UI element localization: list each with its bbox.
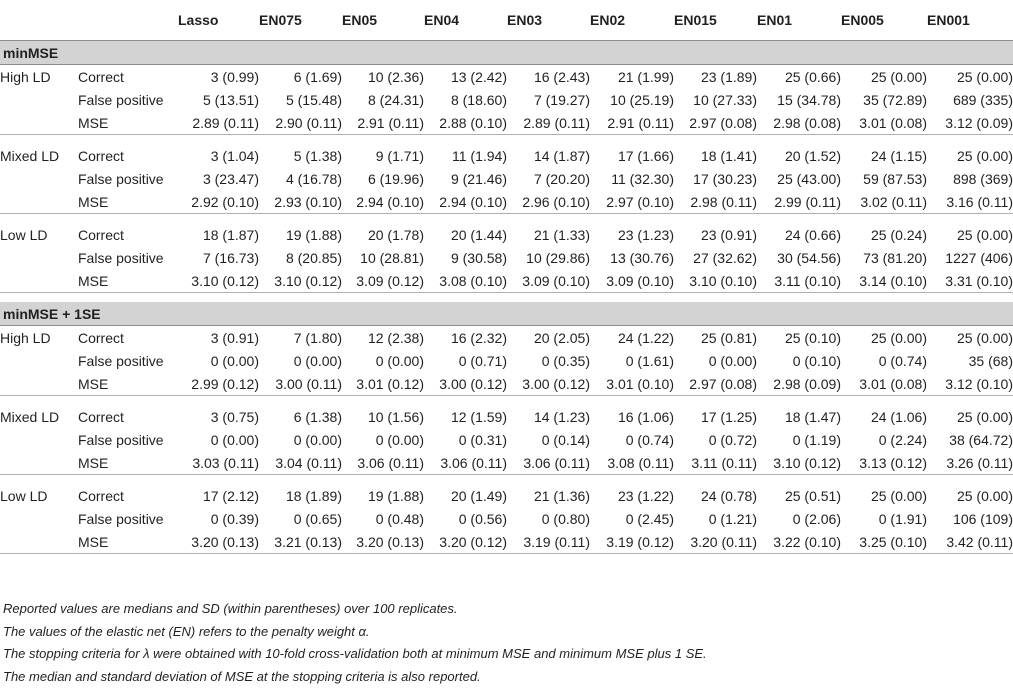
header-row: [0, 0, 1013, 41]
value-cell: 0 (2.24): [841, 428, 927, 451]
value-cell: 24 (0.78): [674, 484, 757, 507]
value-cell: 3.10 (0.12): [178, 269, 259, 293]
value-cell: 3.09 (0.10): [590, 269, 674, 293]
value-cell: 13 (30.76): [590, 246, 674, 269]
value-cell: 3.19 (0.11): [507, 530, 590, 554]
value-cell: 10 (28.81): [342, 246, 424, 269]
value-cell: 18 (1.47): [757, 405, 841, 428]
value-cell: 3.09 (0.10): [507, 269, 590, 293]
empty-cell: [0, 372, 78, 396]
empty-cell: [0, 190, 78, 214]
metric-label: MSE: [78, 111, 178, 135]
empty-cell: [0, 269, 78, 293]
value-cell: 3.12 (0.10): [927, 372, 1013, 396]
value-cell: 3.21 (0.13): [259, 530, 342, 554]
value-cell: 2.89 (0.11): [507, 111, 590, 135]
metric-label: MSE: [78, 530, 178, 554]
value-cell: 3.04 (0.11): [259, 451, 342, 475]
empty-cell: [0, 88, 78, 111]
section-title: minMSE: [0, 41, 1013, 65]
value-cell: 6 (1.38): [259, 405, 342, 428]
value-cell: 25 (0.66): [757, 65, 841, 89]
table-row: [0, 372, 1013, 396]
value-cell: 3.01 (0.08): [841, 111, 927, 135]
value-cell: 3.03 (0.11): [178, 451, 259, 475]
value-cell: 21 (1.36): [507, 484, 590, 507]
value-cell: 8 (20.85): [259, 246, 342, 269]
value-cell: 0 (1.61): [590, 349, 674, 372]
group-spacer: [0, 475, 1013, 485]
metric-label: False positive: [78, 349, 178, 372]
value-cell: 25 (0.00): [927, 484, 1013, 507]
value-cell: 25 (0.00): [927, 144, 1013, 167]
table-row: [0, 484, 1013, 507]
value-cell: 2.98 (0.09): [757, 372, 841, 396]
metric-label: False positive: [78, 167, 178, 190]
metric-label: MSE: [78, 372, 178, 396]
value-cell: 2.97 (0.08): [674, 111, 757, 135]
table-row: [0, 65, 1013, 89]
table-row: [0, 190, 1013, 214]
value-cell: 0 (0.56): [424, 507, 507, 530]
table-row: [0, 223, 1013, 246]
value-cell: 1227 (406): [927, 246, 1013, 269]
value-cell: 3.20 (0.11): [674, 530, 757, 554]
value-cell: 0 (0.35): [507, 349, 590, 372]
footnote: The values of the elastic net (EN) refers to the penalty weight α.: [3, 621, 707, 644]
value-cell: 0 (0.71): [424, 349, 507, 372]
value-cell: 23 (0.91): [674, 223, 757, 246]
value-cell: 25 (0.81): [674, 326, 757, 350]
value-cell: 0 (2.06): [757, 507, 841, 530]
ld-group-label: High LD: [0, 326, 78, 350]
empty-cell: [0, 530, 78, 554]
column-header: EN04: [424, 0, 507, 41]
value-cell: 25 (0.00): [927, 65, 1013, 89]
value-cell: 3.11 (0.10): [757, 269, 841, 293]
value-cell: 30 (54.56): [757, 246, 841, 269]
group-spacer: [0, 214, 1013, 224]
value-cell: 3.26 (0.11): [927, 451, 1013, 475]
value-cell: 16 (2.32): [424, 326, 507, 350]
value-cell: 2.91 (0.11): [590, 111, 674, 135]
column-header: EN075: [259, 0, 342, 41]
value-cell: 0 (1.21): [674, 507, 757, 530]
value-cell: 0 (0.39): [178, 507, 259, 530]
value-cell: 21 (1.99): [590, 65, 674, 89]
value-cell: 0 (0.00): [342, 428, 424, 451]
value-cell: 3.08 (0.10): [424, 269, 507, 293]
value-cell: 3 (1.04): [178, 144, 259, 167]
empty-cell: [0, 111, 78, 135]
value-cell: 0 (0.72): [674, 428, 757, 451]
value-cell: 23 (1.89): [674, 65, 757, 89]
value-cell: 20 (1.49): [424, 484, 507, 507]
header-blank: [0, 0, 78, 41]
ld-group-label: Low LD: [0, 223, 78, 246]
value-cell: 23 (1.23): [590, 223, 674, 246]
value-cell: 25 (0.10): [757, 326, 841, 350]
value-cell: 2.92 (0.10): [178, 190, 259, 214]
value-cell: 21 (1.33): [507, 223, 590, 246]
value-cell: 2.96 (0.10): [507, 190, 590, 214]
metric-label: Correct: [78, 65, 178, 89]
value-cell: 2.90 (0.11): [259, 111, 342, 135]
value-cell: 2.99 (0.11): [757, 190, 841, 214]
table-row: [0, 405, 1013, 428]
value-cell: 7 (20.20): [507, 167, 590, 190]
value-cell: 17 (1.25): [674, 405, 757, 428]
value-cell: 25 (0.51): [757, 484, 841, 507]
value-cell: 3.14 (0.10): [841, 269, 927, 293]
value-cell: 3.42 (0.11): [927, 530, 1013, 554]
value-cell: 23 (1.22): [590, 484, 674, 507]
value-cell: 7 (16.73): [178, 246, 259, 269]
value-cell: 14 (1.23): [507, 405, 590, 428]
value-cell: 3.13 (0.12): [841, 451, 927, 475]
value-cell: 3 (0.75): [178, 405, 259, 428]
table-row: [0, 451, 1013, 475]
value-cell: 10 (2.36): [342, 65, 424, 89]
footnotes: [3, 598, 707, 688]
value-cell: 12 (1.59): [424, 405, 507, 428]
value-cell: 0 (0.74): [590, 428, 674, 451]
value-cell: 0 (0.14): [507, 428, 590, 451]
value-cell: 0 (0.48): [342, 507, 424, 530]
value-cell: 3.11 (0.11): [674, 451, 757, 475]
value-cell: 3.12 (0.09): [927, 111, 1013, 135]
value-cell: 25 (0.00): [927, 405, 1013, 428]
value-cell: 8 (24.31): [342, 88, 424, 111]
value-cell: 3.01 (0.12): [342, 372, 424, 396]
value-cell: 73 (81.20): [841, 246, 927, 269]
table-row: [0, 144, 1013, 167]
metric-label: False positive: [78, 246, 178, 269]
table-row: [0, 326, 1013, 350]
value-cell: 9 (1.71): [342, 144, 424, 167]
column-header: EN015: [674, 0, 757, 41]
value-cell: 24 (1.22): [590, 326, 674, 350]
ld-group-label: Mixed LD: [0, 144, 78, 167]
value-cell: 24 (0.66): [757, 223, 841, 246]
section-header-row: [0, 41, 1013, 65]
value-cell: 5 (15.48): [259, 88, 342, 111]
value-cell: 2.97 (0.10): [590, 190, 674, 214]
value-cell: 3.10 (0.12): [259, 269, 342, 293]
table-body: [0, 41, 1013, 564]
value-cell: 3.20 (0.13): [342, 530, 424, 554]
table-row: [0, 269, 1013, 293]
value-cell: 3.02 (0.11): [841, 190, 927, 214]
value-cell: 3.22 (0.10): [757, 530, 841, 554]
value-cell: 3.10 (0.10): [674, 269, 757, 293]
ld-group-label: Low LD: [0, 484, 78, 507]
empty-cell: [0, 428, 78, 451]
value-cell: 2.88 (0.10): [424, 111, 507, 135]
spacer-cell: [0, 475, 1013, 485]
column-header: EN01: [757, 0, 841, 41]
value-cell: 2.98 (0.11): [674, 190, 757, 214]
spacer-cell: [0, 135, 1013, 145]
footnote: Reported values are medians and SD (within parentheses) over 100 replicates.: [3, 598, 707, 621]
value-cell: 0 (0.31): [424, 428, 507, 451]
value-cell: 10 (29.86): [507, 246, 590, 269]
spacer-cell: [0, 396, 1013, 406]
value-cell: 3.09 (0.12): [342, 269, 424, 293]
value-cell: 3.06 (0.11): [424, 451, 507, 475]
ld-group-label: High LD: [0, 65, 78, 89]
ld-group-label: Mixed LD: [0, 405, 78, 428]
table-row: [0, 88, 1013, 111]
value-cell: 17 (1.66): [590, 144, 674, 167]
table-row: [0, 349, 1013, 372]
value-cell: 5 (1.38): [259, 144, 342, 167]
value-cell: 18 (1.87): [178, 223, 259, 246]
section-header-row: [0, 302, 1013, 326]
table-row: [0, 428, 1013, 451]
value-cell: 2.94 (0.10): [342, 190, 424, 214]
value-cell: 24 (1.06): [841, 405, 927, 428]
value-cell: 0 (0.00): [674, 349, 757, 372]
value-cell: 6 (1.69): [259, 65, 342, 89]
value-cell: 11 (32.30): [590, 167, 674, 190]
group-spacer: [0, 293, 1013, 303]
value-cell: 11 (1.94): [424, 144, 507, 167]
group-spacer: [0, 135, 1013, 145]
spacer-cell: [0, 293, 1013, 303]
value-cell: 24 (1.15): [841, 144, 927, 167]
footnote: The stopping criteria for λ were obtained with 10-fold cross-validation both at minimum MSE and minimum MSE plus 1 SE.: [3, 643, 707, 666]
column-header: EN03: [507, 0, 590, 41]
metric-label: MSE: [78, 451, 178, 475]
value-cell: 18 (1.89): [259, 484, 342, 507]
value-cell: 19 (1.88): [342, 484, 424, 507]
value-cell: 0 (0.00): [342, 349, 424, 372]
column-header: Lasso: [178, 0, 259, 41]
value-cell: 3.16 (0.11): [927, 190, 1013, 214]
value-cell: 3 (0.99): [178, 65, 259, 89]
group-spacer: [0, 396, 1013, 406]
value-cell: 3.19 (0.12): [590, 530, 674, 554]
value-cell: 10 (25.19): [590, 88, 674, 111]
empty-cell: [0, 349, 78, 372]
value-cell: 0 (0.10): [757, 349, 841, 372]
group-spacer: [0, 554, 1013, 564]
value-cell: 27 (32.62): [674, 246, 757, 269]
table-row: [0, 530, 1013, 554]
value-cell: 3.06 (0.11): [507, 451, 590, 475]
value-cell: 18 (1.41): [674, 144, 757, 167]
value-cell: 0 (0.80): [507, 507, 590, 530]
value-cell: 8 (18.60): [424, 88, 507, 111]
footnote: The median and standard deviation of MSE at the stopping criteria is also reported.: [3, 666, 707, 688]
value-cell: 0 (0.00): [178, 428, 259, 451]
column-header: EN005: [841, 0, 927, 41]
value-cell: 3.00 (0.12): [507, 372, 590, 396]
value-cell: 3.10 (0.12): [757, 451, 841, 475]
value-cell: 15 (34.78): [757, 88, 841, 111]
value-cell: 0 (0.74): [841, 349, 927, 372]
metric-label: False positive: [78, 88, 178, 111]
table-row: [0, 507, 1013, 530]
value-cell: 20 (1.78): [342, 223, 424, 246]
value-cell: 689 (335): [927, 88, 1013, 111]
metric-label: Correct: [78, 326, 178, 350]
value-cell: 20 (1.52): [757, 144, 841, 167]
value-cell: 2.89 (0.11): [178, 111, 259, 135]
value-cell: 10 (1.56): [342, 405, 424, 428]
column-header: EN02: [590, 0, 674, 41]
value-cell: 10 (27.33): [674, 88, 757, 111]
value-cell: 3 (23.47): [178, 167, 259, 190]
value-cell: 0 (0.00): [259, 349, 342, 372]
value-cell: 5 (13.51): [178, 88, 259, 111]
metric-label: MSE: [78, 190, 178, 214]
value-cell: 3.31 (0.10): [927, 269, 1013, 293]
value-cell: 25 (0.00): [841, 326, 927, 350]
value-cell: 0 (1.19): [757, 428, 841, 451]
spacer-cell: [0, 214, 1013, 224]
value-cell: 3.06 (0.11): [342, 451, 424, 475]
value-cell: 25 (43.00): [757, 167, 841, 190]
column-header: EN001: [927, 0, 1013, 41]
value-cell: 2.98 (0.08): [757, 111, 841, 135]
value-cell: 3.20 (0.12): [424, 530, 507, 554]
value-cell: 19 (1.88): [259, 223, 342, 246]
value-cell: 2.99 (0.12): [178, 372, 259, 396]
table-row: [0, 246, 1013, 269]
column-header: EN05: [342, 0, 424, 41]
value-cell: 25 (0.00): [841, 484, 927, 507]
value-cell: 106 (109): [927, 507, 1013, 530]
value-cell: 12 (2.38): [342, 326, 424, 350]
empty-cell: [0, 451, 78, 475]
value-cell: 7 (19.27): [507, 88, 590, 111]
value-cell: 25 (0.00): [841, 65, 927, 89]
value-cell: 38 (64.72): [927, 428, 1013, 451]
value-cell: 25 (0.00): [927, 326, 1013, 350]
value-cell: 2.91 (0.11): [342, 111, 424, 135]
metric-label: MSE: [78, 269, 178, 293]
value-cell: 20 (1.44): [424, 223, 507, 246]
metric-label: Correct: [78, 223, 178, 246]
value-cell: 17 (2.12): [178, 484, 259, 507]
spacer-cell: [0, 554, 1013, 564]
value-cell: 0 (1.91): [841, 507, 927, 530]
header-blank: [78, 0, 178, 41]
value-cell: 25 (0.24): [841, 223, 927, 246]
empty-cell: [0, 167, 78, 190]
value-cell: 4 (16.78): [259, 167, 342, 190]
value-cell: 3.01 (0.08): [841, 372, 927, 396]
value-cell: 2.97 (0.08): [674, 372, 757, 396]
value-cell: 6 (19.96): [342, 167, 424, 190]
value-cell: 2.94 (0.10): [424, 190, 507, 214]
value-cell: 3.00 (0.12): [424, 372, 507, 396]
value-cell: 16 (1.06): [590, 405, 674, 428]
metric-label: Correct: [78, 405, 178, 428]
metric-label: Correct: [78, 144, 178, 167]
metric-label: Correct: [78, 484, 178, 507]
value-cell: 9 (21.46): [424, 167, 507, 190]
empty-cell: [0, 246, 78, 269]
value-cell: 2.93 (0.10): [259, 190, 342, 214]
value-cell: 20 (2.05): [507, 326, 590, 350]
value-cell: 3.08 (0.11): [590, 451, 674, 475]
value-cell: 59 (87.53): [841, 167, 927, 190]
value-cell: 3.20 (0.13): [178, 530, 259, 554]
table-row: [0, 167, 1013, 190]
metric-label: False positive: [78, 428, 178, 451]
value-cell: 3.01 (0.10): [590, 372, 674, 396]
value-cell: 35 (72.89): [841, 88, 927, 111]
value-cell: 35 (68): [927, 349, 1013, 372]
empty-cell: [0, 507, 78, 530]
value-cell: 17 (30.23): [674, 167, 757, 190]
value-cell: 14 (1.87): [507, 144, 590, 167]
value-cell: 3.25 (0.10): [841, 530, 927, 554]
value-cell: 7 (1.80): [259, 326, 342, 350]
value-cell: 0 (0.00): [178, 349, 259, 372]
section-title: minMSE + 1SE: [0, 302, 1013, 326]
metric-label: False positive: [78, 507, 178, 530]
value-cell: 0 (2.45): [590, 507, 674, 530]
value-cell: 898 (369): [927, 167, 1013, 190]
value-cell: 3 (0.91): [178, 326, 259, 350]
value-cell: 0 (0.65): [259, 507, 342, 530]
value-cell: 25 (0.00): [927, 223, 1013, 246]
value-cell: 0 (0.00): [259, 428, 342, 451]
value-cell: 13 (2.42): [424, 65, 507, 89]
value-cell: 16 (2.43): [507, 65, 590, 89]
table-row: [0, 111, 1013, 135]
value-cell: 9 (30.58): [424, 246, 507, 269]
value-cell: 3.00 (0.11): [259, 372, 342, 396]
